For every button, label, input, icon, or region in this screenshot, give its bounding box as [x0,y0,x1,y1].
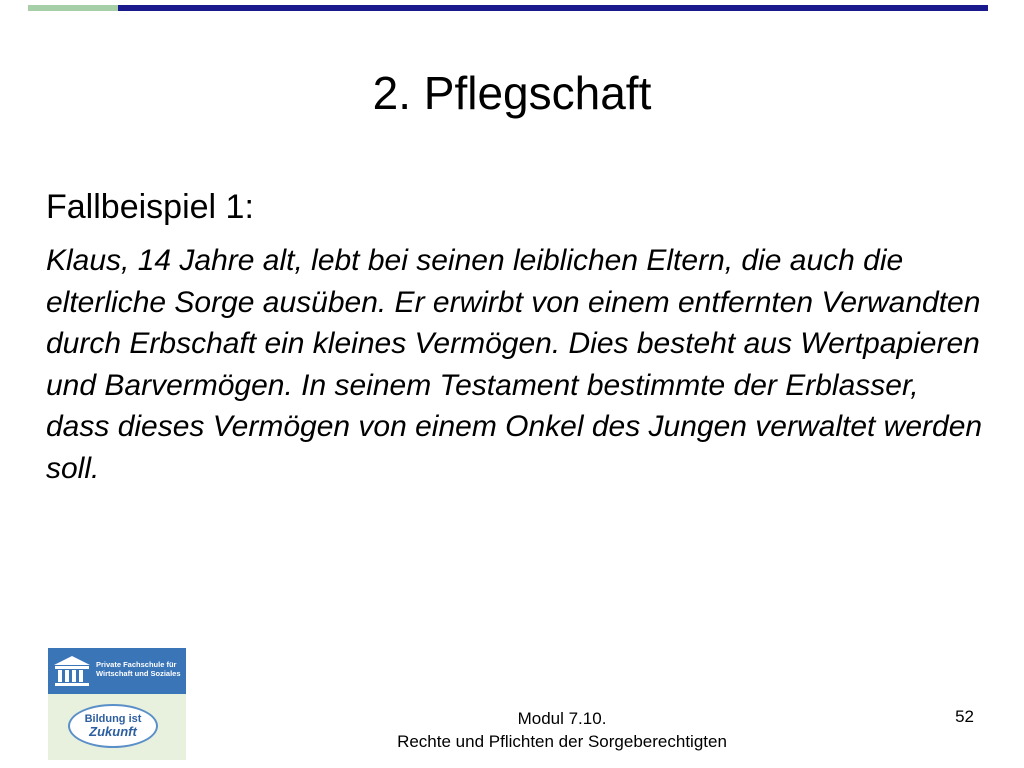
logo-school-name [96,660,184,678]
logo-banner [48,648,186,694]
logo-badge [68,704,158,748]
slide-title: 2. Pflegschaft [372,67,652,119]
page-number: 52 [955,707,974,726]
school-logo [48,648,186,760]
top-accent-bar-dark [118,5,988,11]
building-icon [52,655,92,687]
footer-module-title: Rechte und Pflichten der Sorgeberechtigten [397,732,727,751]
badge-line2: Zukunft [89,724,137,739]
logo-school-line1: Private Fachschule für [96,660,177,669]
case-heading: Fallbeispiel 1: [46,188,254,226]
badge-line1: Bildung ist [84,713,142,725]
logo-school-line2: Wirtschaft und Soziales [96,669,181,678]
case-description: Klaus, 14 Jahre alt, lebt bei seinen leiblichen Eltern, die auch die elterliche Sorge ausüben. Er erwirbt von einem entfernten Verwandten durch Erbschaft ein kleines Vermögen. Dies besteht aus Wertpapieren und Barvermögen. In seinem Testament bestimmte der Erblasser, dass dieses Vermögen von einem Onkel des Jungen verwaltet werden soll. [46,244,983,485]
top-accent-bar-light [28,5,118,11]
footer-module-number: Modul 7.10. [517,709,607,728]
footer-module-info [312,707,812,753]
